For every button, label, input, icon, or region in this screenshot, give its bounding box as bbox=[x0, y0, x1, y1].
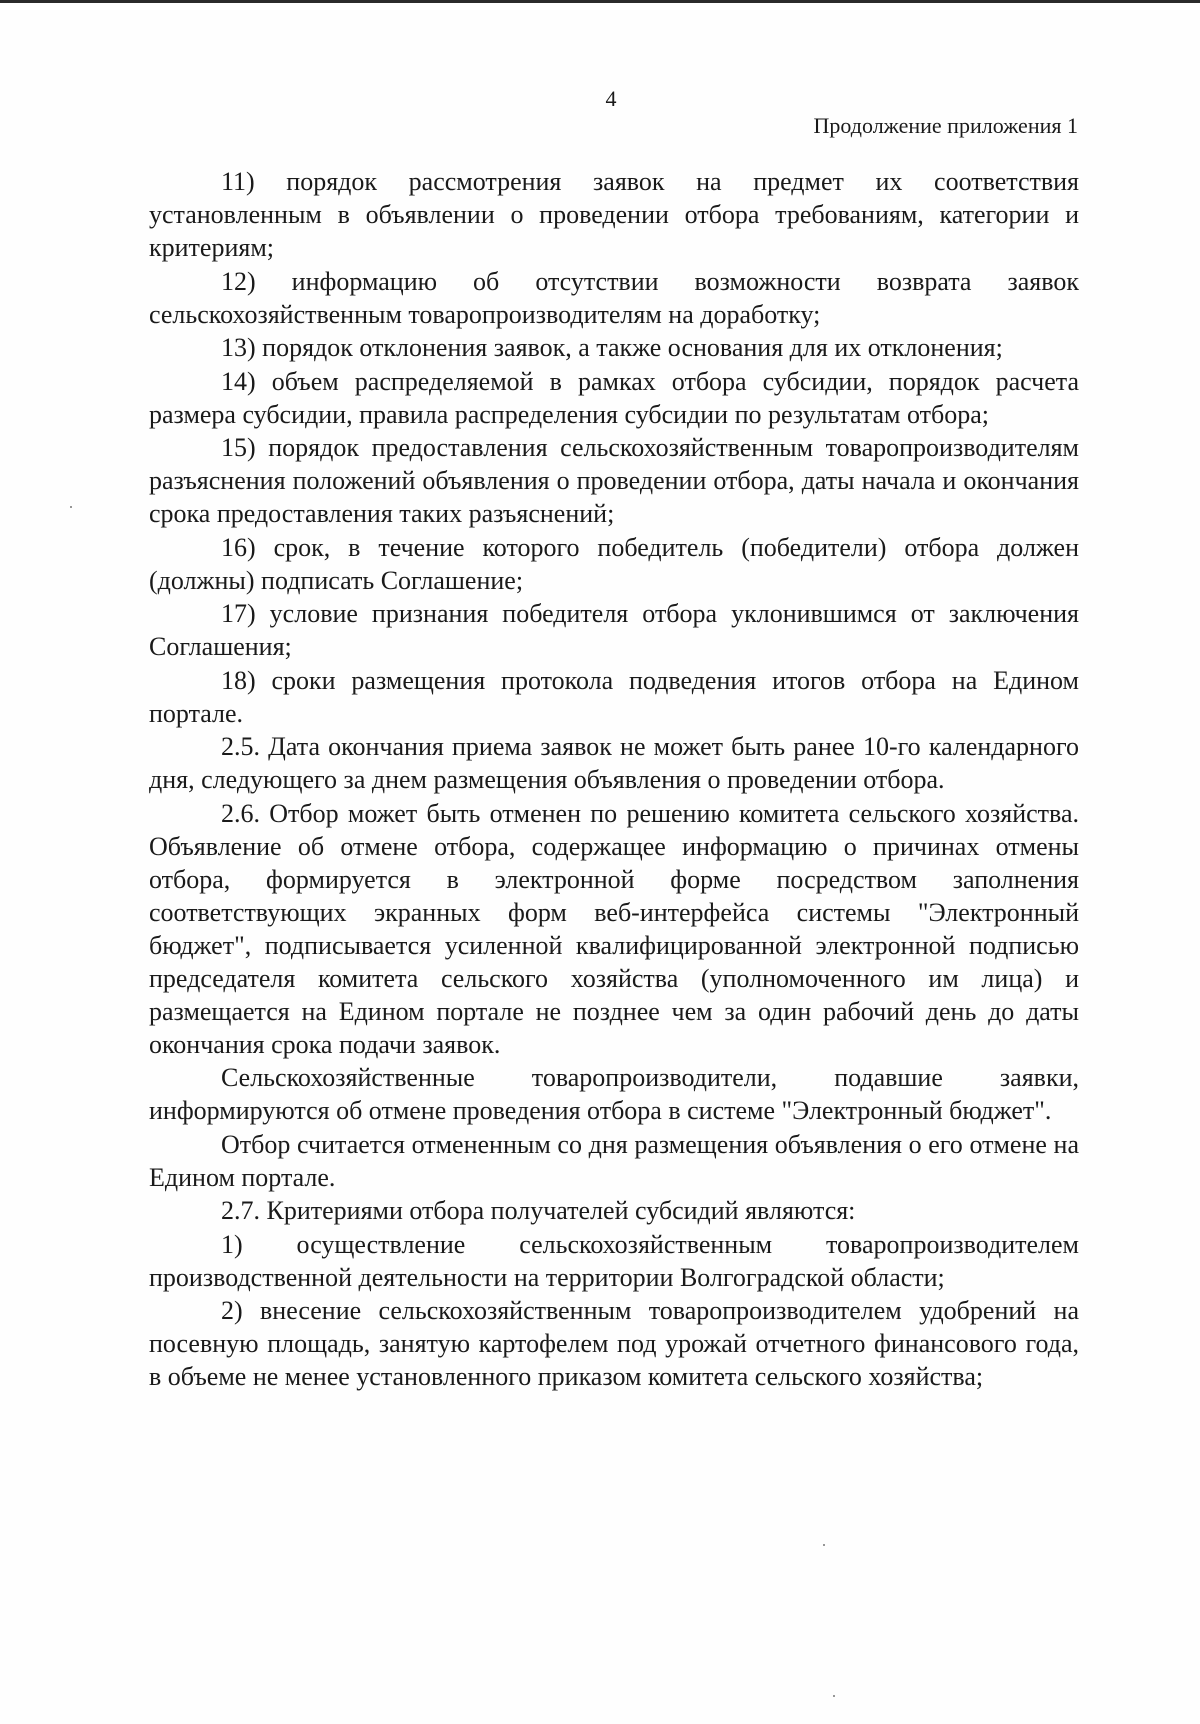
clause-2-7: 2.7. Критериями отбора получателей субсидий являются: bbox=[221, 1196, 856, 1225]
page-number: 4 bbox=[605, 86, 617, 111]
list-item-16: 16) срок, в течение которого победитель (победители) отбора должен (должны) подписать Соглашение; bbox=[149, 532, 1079, 595]
scan-speck bbox=[70, 506, 72, 508]
list-item-11: 11) порядок рассмотрения заявок на предмет их соответствия установленным в объявлении о проведении отбора требованиям, категории и критериям; bbox=[149, 167, 1079, 262]
list-item-14: 14) объем распределяемой в рамках отбора субсидии, порядок расчета размера субсидии, правила распределения субсидии по результатам отбора; bbox=[149, 366, 1079, 429]
clause-2-6-notification: Сельскохозяйственные товаропроизводители, подавшие заявки, информируются об отмене проведения отбора в системе "Электронный бюджет". bbox=[149, 1063, 1079, 1125]
list-item-12: 12) информацию об отсутствии возможности возврата заявок сельскохозяйственным товаропроизводителям на доработку; bbox=[149, 266, 1079, 329]
clause-2-5: 2.5. Дата окончания приема заявок не может быть ранее 10-го календарного дня, следующего за днем размещения объявления о проведении отбора. bbox=[149, 732, 1079, 794]
list-item-17: 17) условие признания победителя отбора уклонившимся от заключения Соглашения; bbox=[149, 599, 1079, 661]
document-body bbox=[149, 165, 1079, 1394]
scan-top-edge bbox=[0, 0, 1200, 3]
list-item-18: 18) сроки размещения протокола подведения итогов отбора на Едином портале. bbox=[149, 665, 1079, 728]
scan-speck bbox=[833, 1695, 835, 1697]
criteria-item-1: 1) осуществление сельскохозяйственным товаропроизводителем производственной деятельности на территории Волгоградской области; bbox=[149, 1229, 1079, 1292]
appendix-continuation-note: Продолжение приложения 1 bbox=[813, 113, 1078, 138]
clause-2-6: 2.6. Отбор может быть отменен по решению комитета сельского хозяйства. Объявление об отмене отбора, содержащее информацию о причинах отмены отбора, формируется в электронной форме посредством заполнения соответствующих экранных форм веб-интерфейса системы "Электронный бюджет", подписывается усиленной квалифицированной электронной подписью председателя комитета сельского хозяйства (уполномоченного им лица) и размещается на Едином портале не позднее чем за один рабочий день до даты окончания срока подачи заявок. bbox=[149, 798, 1079, 1059]
scan-speck bbox=[823, 1544, 825, 1546]
list-item-13: 13) порядок отклонения заявок, а также основания для их отклонения; bbox=[221, 333, 1003, 362]
clause-2-6-cancellation: Отбор считается отмененным со дня размещения объявления о его отмене на Едином портале. bbox=[149, 1129, 1079, 1192]
criteria-item-2: 2) внесение сельскохозяйственным товаропроизводителем удобрений на посевную площадь, занятую картофелем под урожай отчетного финансового года, в объеме не менее установленного приказом комитета сельского хозяйства; bbox=[149, 1296, 1079, 1391]
list-item-15: 15) порядок предоставления сельскохозяйственным товаропроизводителям разъяснения положений объявления о проведении отбора, даты начала и окончания срока предоставления таких разъяснений; bbox=[149, 433, 1079, 528]
